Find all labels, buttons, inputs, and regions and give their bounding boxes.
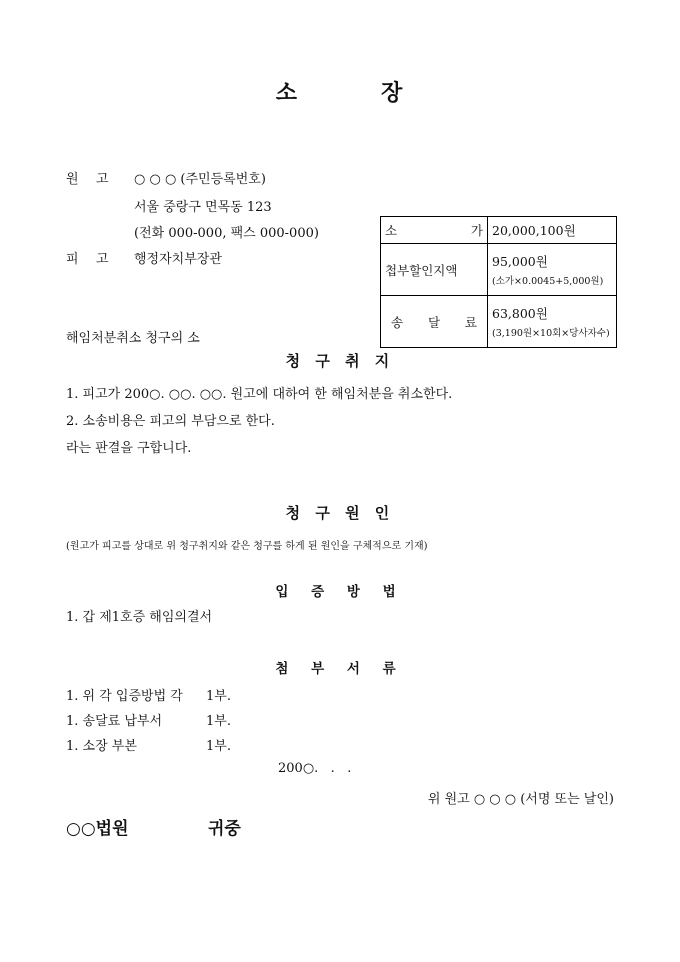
plaintiff-label-b: 고	[96, 172, 109, 187]
attachment-count-3: 1부.	[206, 739, 231, 754]
plaintiff-name: ○ ○ ○ (주민등록번호)	[134, 172, 266, 187]
document-title	[0, 76, 680, 107]
case-name: 해임처분취소 청구의 소	[66, 331, 200, 346]
plaintiff-label-a: 원	[66, 172, 79, 187]
plaintiff-contact: (전화 000-000, 팩스 000-000)	[134, 226, 319, 241]
relief-heading: 청 구 취 지	[285, 352, 395, 370]
service-fee-cell	[488, 296, 617, 348]
fee-table	[380, 216, 617, 348]
signature-line: 위 원고 ○ ○ ○ (서명 또는 날인)	[427, 792, 614, 807]
cause-heading: 청 구 원 인	[285, 504, 395, 522]
stamp-fee-value: 95,000원	[492, 254, 548, 269]
attachment-item-3: 1. 소장 부본	[66, 739, 137, 754]
evidence-item-1: 1. 갑 제1호증 해임의결서	[66, 610, 213, 625]
defendant-label-a: 피	[66, 252, 79, 267]
court-name: ○○법원	[66, 819, 129, 839]
service-fee-formula: (3,190원×10회×당사자수)	[492, 328, 610, 339]
defendant-name: 행정자치부장관	[134, 252, 222, 267]
attachment-item-2: 1. 송달료 납부서	[66, 714, 163, 729]
claim-amount-value: 20,000,100원	[488, 217, 617, 244]
service-fee-label: 송 달 료	[381, 296, 488, 348]
claim-amount-label: 소 가	[381, 217, 488, 244]
attachment-item-1: 1. 위 각 입증방법 각	[66, 689, 183, 704]
title-char-left: 소	[275, 80, 299, 106]
relief-line-2: 2. 소송비용은 피고의 부담으로 한다.	[66, 414, 275, 429]
service-fee-value: 63,800원	[492, 306, 548, 321]
relief-line-3: 라는 판결을 구합니다.	[66, 441, 192, 456]
relief-line-1: 1. 피고가 200○. ○○. ○○. 원고에 대하여 한 해임처분을 취소한다.	[66, 387, 453, 402]
court-suffix: 귀중	[208, 819, 241, 839]
attachment-count-1: 1부.	[206, 689, 231, 704]
filing-date: 200○. . .	[278, 761, 352, 776]
attachments-heading: 첨 부 서 류	[275, 661, 405, 677]
stamp-fee-cell	[488, 244, 617, 296]
evidence-heading: 입 증 방 법	[275, 584, 405, 600]
cause-note: (원고가 피고를 상대로 위 청구취지와 같은 청구를 하게 된 원인을 구체적으로 기재)	[66, 541, 428, 552]
plaintiff-address: 서울 중랑구 면목동 123	[134, 200, 272, 215]
stamp-fee-formula: (소가×0.0045+5,000원)	[492, 276, 604, 287]
defendant-label-b: 고	[96, 252, 109, 267]
stamp-fee-label: 첩부할인지액	[381, 244, 488, 296]
attachment-count-2: 1부.	[206, 714, 231, 729]
title-char-right: 장	[381, 80, 405, 106]
